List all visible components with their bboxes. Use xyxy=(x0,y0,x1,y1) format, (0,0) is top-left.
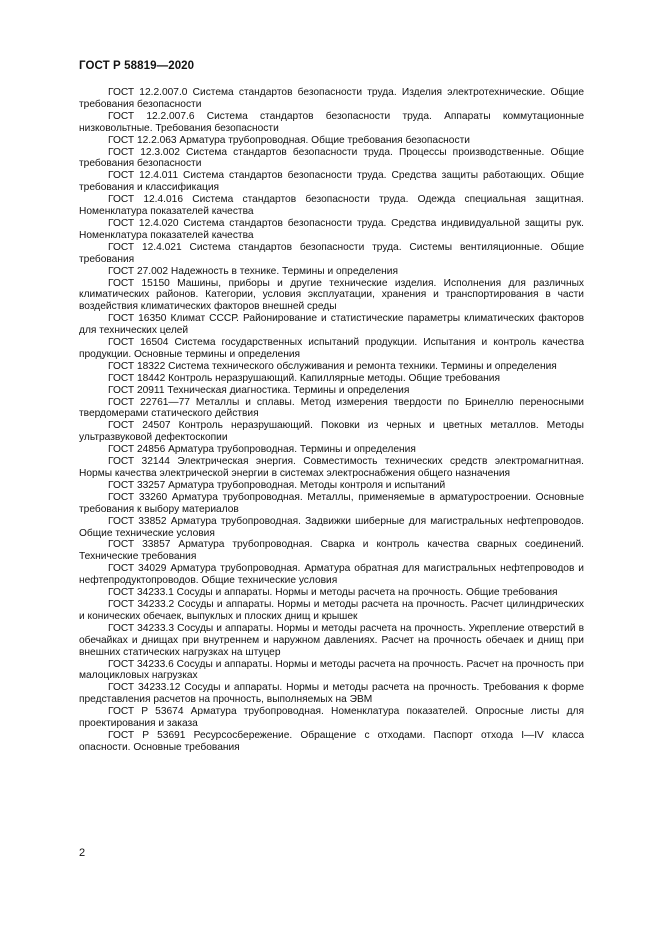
reference-item: ГОСТ 27.002 Надежность в технике. Термины и определения xyxy=(108,265,398,277)
reference-item: ГОСТ Р 53674 Арматура трубопроводная. Номенклатура показателей. Опросные листы для проектирования и заказа xyxy=(79,706,584,730)
reference-item: ГОСТ 34233.1 Сосуды и аппараты. Нормы и методы расчета на прочность. Общие требования xyxy=(108,587,558,599)
reference-item: ГОСТ 16504 Система государственных испытаний продукции. Испытания и контроль качества продукции. Основные термины и определения xyxy=(79,337,584,360)
normative-references-list xyxy=(79,87,584,754)
reference-item: ГОСТ Р 53691 Ресурсосбережение. Обращение с отходами. Паспорт отхода I—IV класса опасности. Основные требования xyxy=(79,729,584,753)
reference-item: ГОСТ 24856 Арматура трубопроводная. Термины и определения xyxy=(108,444,416,456)
reference-item: ГОСТ 12.4.016 Система стандартов безопасности труда. Одежда специальная защитная. Номенклатура показателей качества xyxy=(79,194,584,218)
reference-item: ГОСТ 33857 Арматура трубопроводная. Сварка и контроль качества сварных соединений. Технические требования xyxy=(79,539,584,563)
reference-item: ГОСТ 33260 Арматура трубопроводная. Металлы, применяемые в арматуростроении. Основные требования к выбору материалов xyxy=(79,491,584,515)
reference-item: ГОСТ 32144 Электрическая энергия. Совместимость технических средств электромагнитная. Нормы качества электрической энергии в системах электроснабжения общего назначения xyxy=(79,456,584,479)
reference-item: ГОСТ 12.4.020 Система стандартов безопасности труда. Средства индивидуальной защиты рук. Номенклатура показателей качества xyxy=(79,217,584,241)
reference-item: ГОСТ 34233.12 Сосуды и аппараты. Нормы и методы расчета на прочность. Требования к форме представления расчетов на прочность, выполняемых на ЭВМ xyxy=(79,682,584,706)
reference-item: ГОСТ 12.2.007.6 Система стандартов безопасности труда. Аппараты коммутационные низковольтные. Требования безопасности xyxy=(79,110,584,134)
reference-item: ГОСТ 12.4.011 Система стандартов безопасности труда. Средства защиты работающих. Общие требования и классификация xyxy=(79,170,584,194)
reference-item: ГОСТ 12.2.063 Арматура трубопроводная. Общие требования безопасности xyxy=(108,134,470,146)
reference-item: ГОСТ 12.2.007.0 Система стандартов безопасности труда. Изделия электротехнические. Общие требования безопасности xyxy=(79,87,584,110)
reference-item: ГОСТ 33257 Арматура трубопроводная. Методы контроля и испытаний xyxy=(108,479,446,491)
reference-item: ГОСТ 20911 Техническая диагностика. Термины и определения xyxy=(108,384,410,396)
document-header: ГОСТ Р 58819—2020 xyxy=(79,60,195,72)
reference-item: ГОСТ 33852 Арматура трубопроводная. Задвижки шиберные для магистральных нефтепроводов. Общие технические условия xyxy=(79,515,584,539)
reference-item: ГОСТ 18442 Контроль неразрушающий. Капиллярные методы. Общие требования xyxy=(108,372,500,384)
reference-item: ГОСТ 12.4.021 Система стандартов безопасности труда. Системы вентиляционные. Общие требования xyxy=(79,241,584,265)
reference-item: ГОСТ 34233.3 Сосуды и аппараты. Нормы и методы расчета на прочность. Укрепление отверстий в обечайках и днищах при внутреннем и наружном давлениях. Расчет на прочность обечаек и днищ при внешних статических нагрузках на штуцер xyxy=(79,622,584,658)
reference-item: ГОСТ 22761—77 Металлы и сплавы. Метод измерения твердости по Бринеллю переносными твердомерами статического действия xyxy=(79,396,584,420)
reference-item: ГОСТ 24507 Контроль неразрушающий. Поковки из черных и цветных металлов. Методы ультразвуковой дефектоскопии xyxy=(79,420,584,444)
reference-item: ГОСТ 12.3.002 Система стандартов безопасности труда. Процессы производственные. Общие требования безопасности xyxy=(79,146,584,170)
reference-item: ГОСТ 34233.6 Сосуды и аппараты. Нормы и методы расчета на прочность. Расчет на прочность при малоцикловых нагрузках xyxy=(79,658,584,682)
page-number: 2 xyxy=(79,847,86,859)
reference-item: ГОСТ 15150 Машины, приборы и другие технические изделия. Исполнения для различных климатических районов. Категории, условия эксплуатации, хранения и транспортирования в части воздействия климатических факторов внешней среды xyxy=(79,277,584,313)
reference-item: ГОСТ 18322 Система технического обслуживания и ремонта техники. Термины и определения xyxy=(108,360,557,372)
reference-item: ГОСТ 34233.2 Сосуды и аппараты. Нормы и методы расчета на прочность. Расчет цилиндрических и конических обечаек, выпуклых и плоских днищ и крышек xyxy=(79,598,584,622)
reference-item: ГОСТ 16350 Климат СССР. Районирование и статистические параметры климатических факторов для технических целей xyxy=(79,313,584,337)
reference-item: ГОСТ 34029 Арматура трубопроводная. Арматура обратная для магистральных нефтепроводов и нефтепродуктопроводов. Общие технические условия xyxy=(79,563,584,587)
